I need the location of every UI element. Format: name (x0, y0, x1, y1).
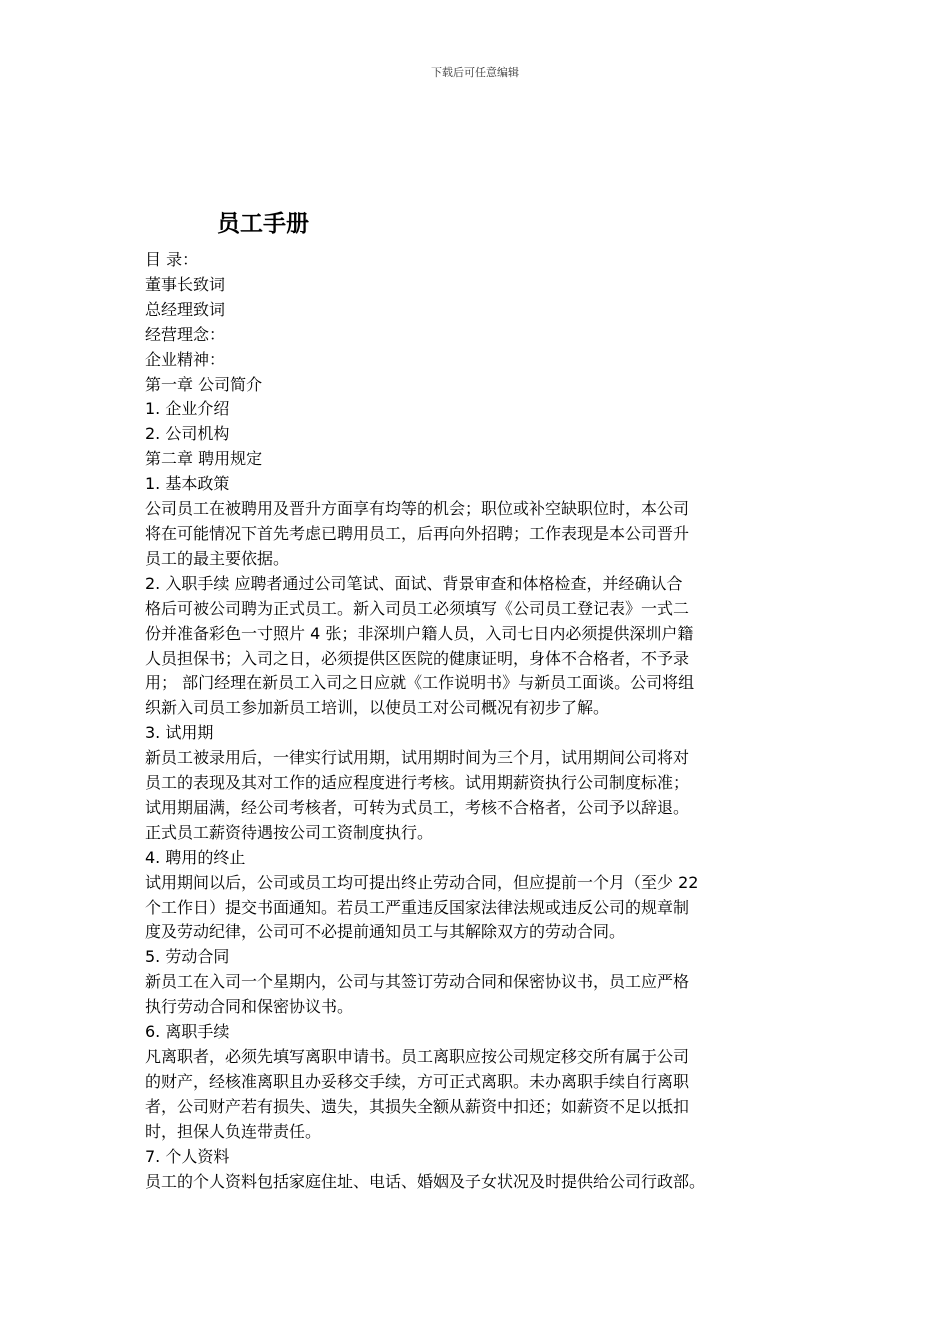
text-line: 正式员工薪资待遇按公司工资制度执行。 (145, 822, 434, 842)
document-body (145, 248, 810, 1194)
text-line: 公司员工在被聘用及晋升方面享有均等的机会；职位或补空缺职位时，本公司 (145, 499, 690, 519)
text-line: 新员工在入司一个星期内，公司与其签订劳动合同和保密协议书，员工应严格 (145, 972, 690, 992)
text-line: 织新入司员工参加新员工培训，以使员工对公司概况有初步了解。 (145, 698, 610, 718)
text-line: 个工作日）提交书面通知。若员工严重违反国家法律法规或违反公司的规章制 (145, 897, 690, 917)
text-line: 5. 劳动合同 (145, 947, 230, 967)
text-line: 企业精神： (145, 349, 226, 369)
document-title: 员工手册 (217, 211, 309, 237)
text-line: 第二章 聘用规定 (145, 449, 263, 469)
text-line: 时，担保人负连带责任。 (145, 1121, 322, 1141)
text-line: 执行劳动合同和保密协议书。 (145, 997, 354, 1017)
text-line: 1. 企业介绍 (145, 399, 230, 419)
text-line: 员工的表现及其对工作的适应程度进行考核。试用期薪资执行公司制度标准； (145, 773, 690, 793)
text-line: 凡离职者，必须先填写离职申请书。员工离职应按公司规定移交所有属于公司 (145, 1047, 690, 1066)
text-line: 4. 聘用的终止 (145, 847, 246, 867)
text-line: 2. 公司机构 (145, 424, 230, 444)
header-note: 下载后可任意编辑 (431, 66, 519, 79)
text-line: 员工的最主要依据。 (145, 548, 290, 568)
text-line: 员工的个人资料包括家庭住址、电话、婚姻及子女状况及时提供给公司行政部。 (145, 1171, 706, 1191)
text-line: 第一章 公司简介 (145, 374, 263, 394)
text-line: 7. 个人资料 (145, 1146, 230, 1166)
text-line: 格后可被公司聘为正式员工。新入司员工必须填写《公司员工登记表》一式二 (145, 598, 690, 618)
text-line: 人员担保书；入司之日，必须提供区医院的健康证明，身体不合格者，不予录 (145, 648, 690, 668)
text-line: 经营理念： (145, 324, 226, 344)
text-line: 目 录： (145, 250, 199, 269)
text-line: 总经理致词 (145, 299, 226, 319)
text-line: 将在可能情况下首先考虑已聘用员工，后再向外招聘；工作表现是本公司晋升 (145, 523, 690, 543)
text-line: 董事长致词 (145, 274, 226, 294)
text-line: 试用期届满，经公司考核者，可转为式员工，考核不合格者，公司予以辞退。 (145, 797, 690, 817)
text-line: 份并准备彩色一寸照片 4 张；非深圳户籍人员，入司七日内必须提供深圳户籍 (145, 623, 694, 643)
text-line: 2. 入职手续 应聘者通过公司笔试、面试、背景审查和体格检查，并经确认合 (145, 573, 683, 593)
text-line: 试用期间以后，公司或员工均可提出终止劳动合同，但应提前一个月（至少 22 (145, 872, 699, 892)
text-line: 6. 离职手续 (145, 1022, 230, 1042)
text-line: 度及劳动纪律，公司可不必提前通知员工与其解除双方的劳动合同。 (145, 922, 626, 942)
text-line: 3. 试用期 (145, 723, 214, 743)
text-line: 的财产，经核准离职且办妥移交手续，方可正式离职。未办离职手续自行离职 (145, 1071, 690, 1091)
text-line: 用； 部门经理在新员工入司之日应就《工作说明书》与新员工面谈。公司将组 (145, 673, 695, 693)
text-line: 者，公司财产若有损失、遗失，其损失全额从薪资中扣还；如薪资不足以抵扣 (145, 1096, 690, 1116)
text-line: 1. 基本政策 (145, 474, 230, 494)
text-line: 新员工被录用后，一律实行试用期，试用期时间为三个月，试用期间公司将对 (145, 748, 690, 768)
